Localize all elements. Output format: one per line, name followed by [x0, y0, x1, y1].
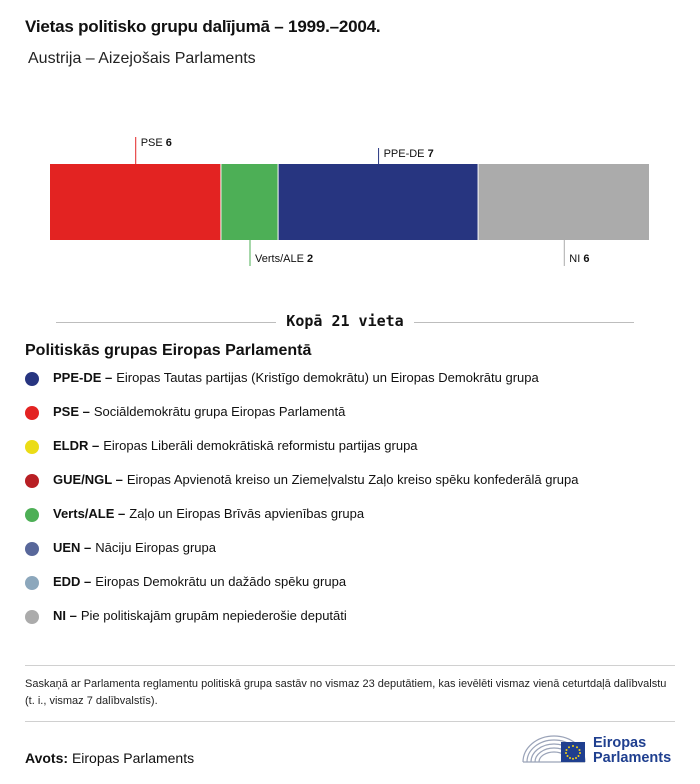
logo-line-1: Eiropas: [593, 735, 647, 751]
legend-text: Eiropas Liberāli demokrātiskā reformistu partijas grupa: [103, 438, 418, 453]
legend-color-dot: [25, 474, 39, 488]
legend-abbr: EDD –: [53, 574, 92, 589]
legend-item: [25, 370, 578, 404]
legend-color-dot: [25, 542, 39, 556]
legend-color-dot: [25, 610, 39, 624]
bar-label-verts-ale: Verts/ALE 2: [255, 253, 314, 265]
legend-text: Zaļo un Eiropas Brīvās apvienības grupa: [129, 506, 365, 521]
bar-label-ppe-de: PPE-DE 7: [383, 148, 434, 160]
legend-color-dot: [25, 440, 39, 454]
legend-abbr: NI –: [53, 608, 77, 623]
legend-color-dot: [25, 406, 39, 420]
total-seats-label: Kopā 21 vieta: [276, 312, 413, 330]
legend-text: Eiropas Apvienotā kreiso un Ziemeļvalstu Zaļo kreiso spēku konfederālā grupa: [126, 472, 579, 487]
legend-item: [25, 574, 578, 608]
chart-title: Vietas politisko grupu dalījumā – 1999.–2004.: [25, 17, 381, 36]
legend-text: Eiropas Tautas partijas (Kristīgo demokrātu) un Eiropas Demokrātu grupa: [116, 370, 539, 385]
legend-item: [25, 506, 578, 540]
legend-text: Nāciju Eiropas grupa: [95, 540, 216, 555]
legend-color-dot: [25, 508, 39, 522]
bar-label-ni: NI 6: [569, 253, 590, 265]
legend-color-dot: [25, 576, 39, 590]
european-parliament-logo: [521, 728, 681, 768]
legend-abbr: Verts/ALE –: [53, 506, 126, 521]
bar-segment-verts-ale: [221, 164, 277, 240]
legend-item: [25, 404, 578, 438]
legend-text: Sociāldemokrātu grupa Eiropas Parlamentā: [93, 404, 346, 419]
legend-abbr: ELDR –: [53, 438, 100, 453]
bar-label-pse: PSE 6: [140, 137, 172, 149]
legend-abbr: PSE –: [53, 404, 90, 419]
legend-item: [25, 438, 578, 472]
logo-line-2: Parlaments: [593, 750, 672, 766]
legend-item: [25, 472, 578, 506]
source-value: Eiropas Parlaments: [71, 750, 195, 766]
legend: [25, 370, 578, 642]
parliament-hemicycle-icon: [521, 728, 591, 768]
total-seats: [56, 312, 634, 332]
source-label: Avots:: [25, 750, 69, 766]
legend-text: Eiropas Demokrātu un dažādo spēku grupa: [95, 574, 347, 589]
legend-abbr: UEN –: [53, 540, 92, 555]
chart-subtitle: Austrija – Aizejošais Parlaments: [28, 50, 256, 67]
bar-segment-ppe-de: [279, 164, 478, 240]
legend-text: Pie politiskajām grupām nepiederošie deputāti: [80, 608, 347, 623]
legend-color-dot: [25, 372, 39, 386]
legend-abbr: GUE/NGL –: [53, 472, 123, 487]
legend-abbr: PPE-DE –: [53, 370, 113, 385]
legend-item: [25, 540, 578, 574]
legend-item: [25, 608, 578, 642]
stacked-bar-chart: [0, 130, 700, 275]
bar-segment-ni: [479, 164, 649, 240]
bar-segment-pse: [50, 164, 220, 240]
legend-title: Politiskās grupas Eiropas Parlamentā: [25, 342, 312, 359]
footnote: Saskaņā ar Parlamenta reglamentu politiskā grupa sastāv no vismaz 23 deputātiem, kas ievēlēti vismaz vienā ceturtdaļā dalībvalstu (t. i., vismaz 7 dalībvalstīs).: [25, 665, 675, 722]
source: [25, 750, 194, 766]
